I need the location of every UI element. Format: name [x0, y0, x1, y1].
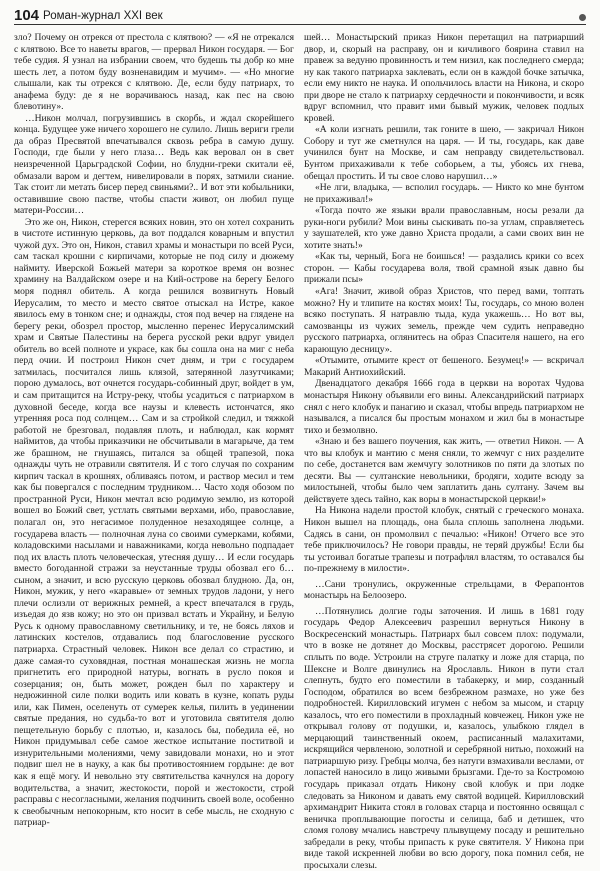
paragraph: …Никон молчал, погрузившись в скорбь, и ждал скорейшего конца. Будущее уже ничего хорошего не сулило. Лишь вериги грели да образ Пресвятой впечатывался сквозь ребра в самую душу. Господи, где были у него глаза… Ведь как веровал он в свет неизреченной Царьградской Софии, но блудни-греки скитали её, обмазали варом и дегтем, нивелировали в порях, затмили сиание. Так стоит ли метать бисер перед свиньями?.. И вот эти кобыльники, оставившие свою пастве, чтобы спасти живот, он любил пуще матери-России…: [14, 112, 294, 217]
paragraph: «Не лги, владыка, — всполил государь. — Никто ко мне бунтом не прихаживал!»: [304, 182, 584, 205]
header-dot-icon: [579, 14, 586, 21]
paragraph: «Как ты, черный, Бога не боишься! — раздались крики со всех сторон. — Кабы государева воля, твой срамной язык давно бы прижали псы»: [304, 251, 584, 286]
journal-title: Роман-журнал XXI век: [43, 10, 163, 22]
left-column: [14, 32, 294, 852]
paragraph: На Никона надели простой клобук, снятый с греческого монаха. Никон вышел на площадь, она была сплошь заполнена людьми. Садясь в сани, он промолвил с печалью: «Никон! Отчего все это тебе приключилось? Не говори правды, не теряй дружбы! Если бы ты устоивал богатые трапезы и потрафлял властям, то оставался бы по-прежнему в милости».: [304, 505, 584, 575]
paragraph: зло? Почему он отрекся от престола с клятвою? — «Я не отрекался с клятвою. Все то наветы врагов, — прервал Никон государя. — Бог тебе судия. Я узнал на избрании своем, что будешь ты добр ко мне шесть лет, а потом буду возненавидим и мучим». — «Но многие слышали, как ты отрекся с клятвою. Де, если буду патриарх, то анафема буду: де я не ворачиваюсь назад, как пес на свою блевотину».: [14, 32, 294, 113]
paragraph: «Отымите, отымите крест от бешеного. Безумец!» — вскричал Макарий Антиохийский.: [304, 355, 584, 378]
paragraph: «А коли изгнать решили, так гоните в шею, — закричал Никон Собору и тут же сметнулся на царя. — И ты, государь, как даве учинился бунт на Москве, и сам неправду свидетельствовал. Бунтом прихаживали к тебе соборьем, а ты, убоясь их гнева, обещал простить. И ты свое слово нарушил…»: [304, 124, 584, 182]
paragraph: «Тогда почто же языки врали православным, носы резали да руки-ноги рубили? Мои вины сыскивать по-за углам, справляетесь у заушателей, кто уже давно Христа продали, а сами своих вин не хотите знать!»: [304, 205, 584, 251]
paragraph: Двенадцатого декабря 1666 года в церкви на воротах Чудова монастыря Никону объявили его вины. Александрийский патриарх снял с него клобук и панагию и сказал, чтобы впредь патриархом не назывался, а писался бы простым монахом и жил бы в монастыре тихо и безмолвно.: [304, 378, 584, 436]
paragraph: «Знаю и без вашего поучения, как жить, — ответил Никон. — А что вы клобук и мантию с меня сняли, то жемчуг с них разделите по себе, достанется вам жемчугу золотников по пяти да злотых по десяти. Вы — султанские невольники, бродяги, ходите всюду за милостыней, чтобы было чем заплатить дань султану. Зачем вы действуете здесь тайно, как воры в монастырской церкви!»: [304, 436, 584, 505]
page-number: 104: [14, 7, 40, 24]
page-header: [14, 6, 586, 25]
paragraph: …Сани тронулись, окруженные стрельцами, в Ферапонтов монастырь на Белоозеро.: [304, 578, 584, 602]
right-column: [304, 32, 584, 871]
paragraph: …Потянулись долгие годы заточения. И лишь в 1681 году государь Федор Алексеевич разрешил вернуться Никону в Воскресенский монастырь. Патриарх был совсем плох: подумали, что в возке не дотянет до Москвы, расстрясет дорогою. Решили сплыть по воде. Устроили на струге палатку и ложе для старца, по Шексне и Волге двинулись на Ярославль. Никон в пути стал слепнуть, будто его поместили в табакерку, и мир, созданный Господом, обратился во всем безбрежном размахе, но уже без подробностей. Кирилловский игумен с небом за мысом, и старцу казалось, что его поместили в прохладный ковчежец. Никон уже не открывал голову от подушки, и, казалось, улыбкою глядел в мерцающий таинственный окоем, расписанный малахитами, искрящийся червленою, золотной и серебряной нитью, похожий на патриаршую ризу. Гребцы молча, без натуги взмахивали веслами, от лопастей наносило в лицо живыми брызгами. Где-то за Костромою государь приказал отдать Никону свой клобук и при лодке следовать за Никоном и давать ему святой водицей. Кирилловский архимандрит Никита стоял в головах старца и постоянно освящал с веничка проплывающие погосты и селища, баб и детишек, что сломя голову мчались навстречу плывущему посаду и решительно забредали в реку, чтобы припасть к руке святителя. У Никона при виде такой искренней любви во всю дорогу, пока помнил себя, не просыхали слезы.: [304, 605, 584, 871]
paragraph: шей… Монастырский приказ Никон перетащил на патриарший двор, и, скорый на расправу, он и кичливого боярина ставил на правеж за ведуню провинность и тем низил, как последнего смерда; ну как такого патриарха заклевать, если он в каждой бочке затычка, если ему никто не наука. И опольчилось власти на Никона, и скоро при дворе не стало к патриарху сердечности и покончивости, и всяк вдруг вспомнил, что правит ими бывый мужик, человек подлых кровей.: [304, 32, 584, 124]
paragraph: «Ага! Значит, живой образ Христов, что перед вами, топтать можно? Ну и тлипите на костях моих! Ты, государь, со мною волен всяко поступать. Я натравлю тыда, куда укажешь… Но вот вы, самозванцы из чужих земель, прежде чем судить неправедно русского патриарха, оглянитесь на образ Спасителя нашего, на его карающую десницу».: [304, 286, 584, 355]
paragraph: Это же он, Никон, стерегся всяких новин, это он хотел сохранить в чистоте истинную церковь, да вот поддался коварным и впустил чужой дух. Это он, Никон, ставил храмы и монастыри по всей Руси, сам таскал крошни с кирпичами, которые не под силу и дюжему наймиту. Иверской Божьей матери за короткое время он вознес хрaмину на Валдайском озере и на Кий-острове на берегу Белого моря поднял обитель. А когда решился возвигнуть Новый Иерусалим, то место и место святое отыскал на Истре, какое явилось ему в тонком сне; и однажды, стоя под вечер на гляденe на берегу реки, обозрел простор, мысленно перенес Иерусалимский храм и Святые Палестины на берега русской реки вдруг увидел обитель во всей полноте и украсе, как бы сошла она на миг с неба перд очии. И построил Никон счет дням, и три с государем затмилась, посчитался лишь клязой, затерянной лазутчиками; порою думалось, вот очнется государь-собинный друг, войдет в ум, и сам притащится на Истру-реку, чтобы усадиться с патриархом в духовной беседе, когда все наузы и клевеcть истончатся, яко утренняя роса под солнцем… Сам и за стройкой следил, и тяжкой работой не брезговал, подавляя плоть, и наблюдал, как кормят наймитов, да чтобы приказчики не обсчитывали в магарыче, да тем же брашном, не гнушаясь, питался за общей трапезой, пока однажды чуть не отравили святителя. И с того случая по сохраним кирпич таскал в крошнях, обливаясь потом, и раствор месил и тем как бы повергался с последним трудником… Часто ходя обозом по пространной Руси, Никон мечтал всю родимую землю, из которой вошел во Божий свет, устлать святыми верхами, ибо, православие, полагал он, это негасимое полуденное незаходящее солнце, а государева власть — полночная луна со своими сумерками, кобями, коладовскими насылами и наважниками, когда невольно подпадает под их власть плоть человеческая, утесняя душу… И если государь вместо богоданной стражи за неустанные труды обозвал его б…сыном, а значит, и всю русскую церковь обозвал блудною. Да, он, Никон, мужик, у него «каравые» от земных трудов ладони, у него плечи ослизли от верижных ремней, а крест впечатался в грудь, изъедая до язв кожу; но это он призвал встать и Украйну, и Белую Русь к одному православному светильнику, и те, не боясь ляхов и латинских костелов, отдавались под благословение русского патриарха. Страстный человек. Никон все делал со страстию, и даже самая-то суховядная, постная монашеская жизнь не могла пригнетить его природной натуры, вогнать в русло покоя и созерцания; он, быть может, рожден был по характеру и недюжинной силе полки водить или ковать в кузне, копать руды или, как Пимен, оселенуть от сумерек келья, пилить в уединении святые предания, но судьба-то вот и уготовила святителя долю пещетельную борьбу с плотью, и, казалось бы, победила её, но Никон придумывал себе самое жесткое испытание поститвой и изнурительными молениями, чему завидовали монахи, но и этот подвиг шел не в науку, а как бы противостоянием гордыне: де вот как я ещё могу. И невольно эту святительства качнулся на дорогу водительства, а значит, жестокости, порой и жестокости, строй расправы с несогласными, желания подчинить своей воле, особенно к свеобычным непокорным, кто носит в себе мысль, не сходную с патриар-: [14, 216, 294, 829]
